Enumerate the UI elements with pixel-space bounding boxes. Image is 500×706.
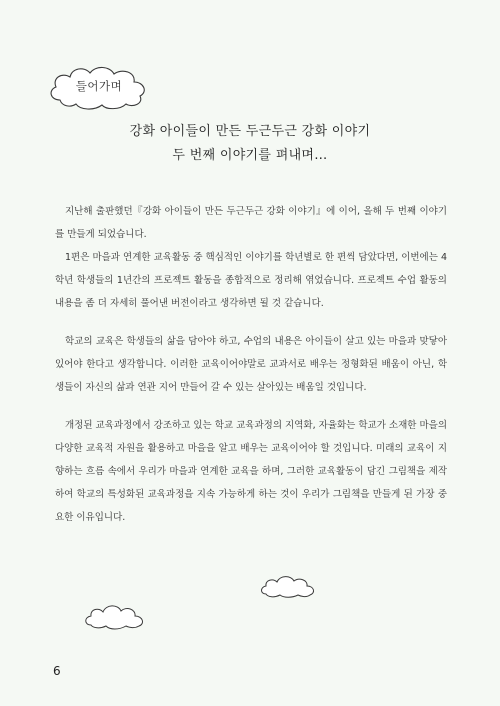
paragraph: 지난해 출판했던『강화 아이들이 만든 두근두근 강화 이야기』에 이어, 올해 두 번째 이야기를 만들게 되었습니다. <box>55 206 447 240</box>
page-number: 6 <box>53 664 61 678</box>
chapter-label: 들어가며 <box>75 79 123 93</box>
paragraph: 1편은 마을과 연계한 교육활동 중 핵심적인 이야기를 학년별로 한 편씩 담았다면, 이번에는 4학년 학생들의 1년간의 프로젝트 활동을 종합적으로 정리해 엮었습니다. 프로젝트 수업 활동의 내용을 좀 더 자세히 풀어낸 버전이라고 생각하면 될 것 같습니다. <box>55 252 447 309</box>
page-title <box>0 120 500 168</box>
paragraph: 학교의 교육은 학생들의 삶을 담아야 하고, 수업의 내용은 아이들이 살고 있는 마을과 맞닿아 있어야 한다고 생각합니다. 이러한 교육이어야말로 교과서로 배우는 정형화된 배움이 아닌, 학생들이 자신의 삶과 연관 지어 만들어 갈 수 있는 살아있는 배움일 것입니다. <box>55 336 447 393</box>
paragraph: 개정된 교육과정에서 강조하고 있는 학교 교육과정의 지역화, 자율화는 학교가 소재한 마을의 다양한 교육적 자원을 활용하고 마을을 알고 배우는 교육이어야 할 것입니다. 미래의 교육이 지향하는 흐름 속에서 우리가 마을과 연계한 교육을 하며, 그러한 교육활동이 담긴 그림책을 제작하여 학교의 특성화된 교육과정을 지속 가능하게 하는 것이 우리가 그림책을 만들게 된 가장 중요한 이유입니다. <box>55 420 447 523</box>
body-text <box>55 200 447 529</box>
cloud-decoration-icon <box>258 572 320 600</box>
title-line-1: 강화 아이들이 만든 두근두근 강화 이야기 <box>129 124 371 139</box>
chapter-badge <box>44 58 154 114</box>
title-line-2: 두 번째 이야기를 펴내며… <box>172 148 328 163</box>
cloud-decoration-icon <box>82 600 150 632</box>
